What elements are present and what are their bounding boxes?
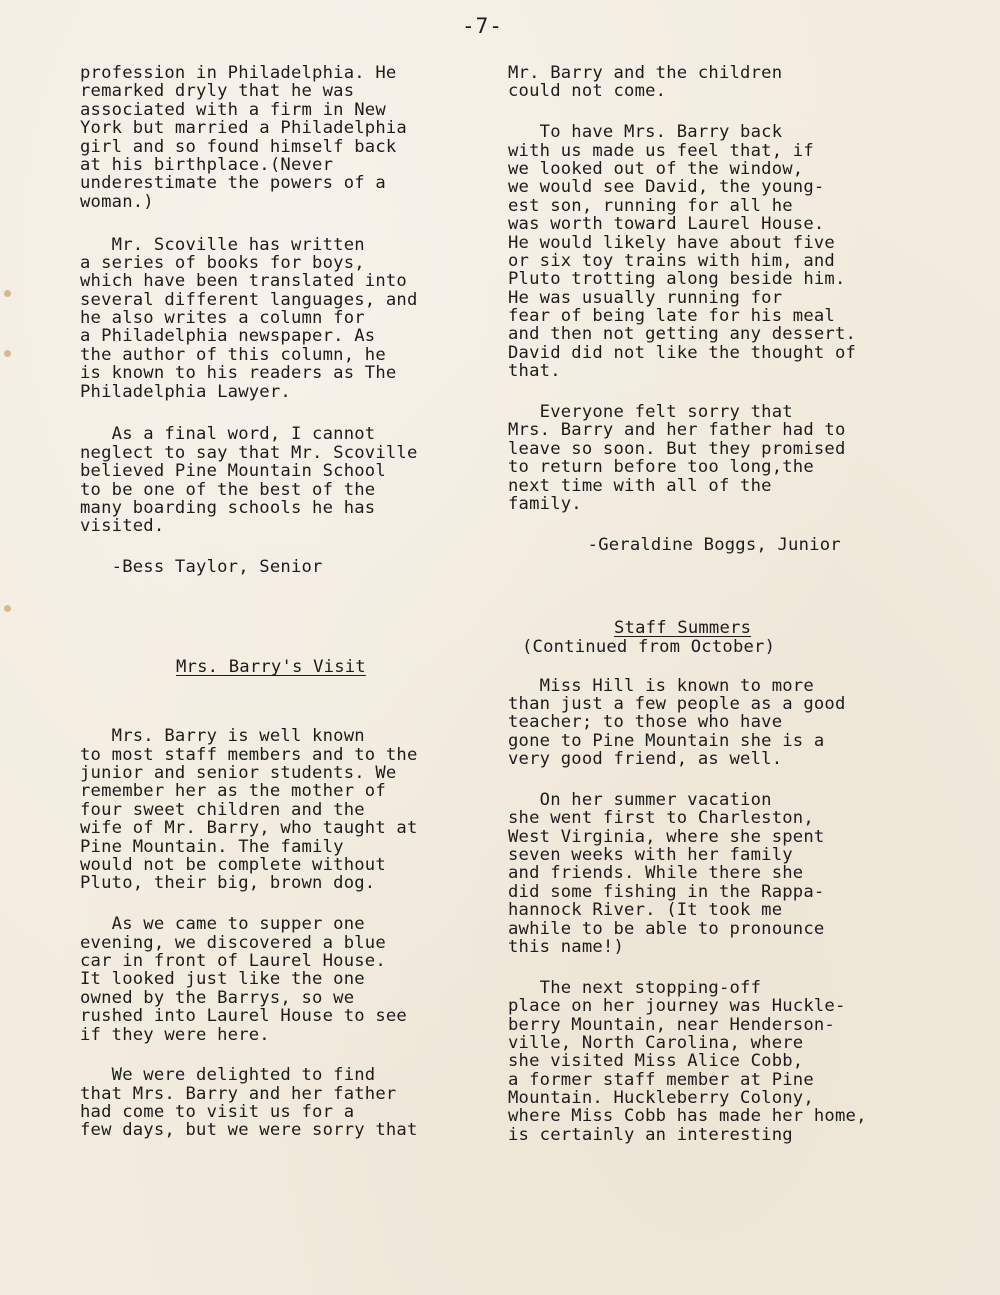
article-scoville-ending [80,64,480,211]
text-line: est son, running for all he [508,195,793,216]
text-line: did some fishing in the Rappa- [508,881,825,902]
text-line: we looked out of the window, [508,158,804,179]
author-signature: -Geraldine Boggs, Junior [556,534,841,555]
left-column [80,64,480,1140]
text-line: if they were here. [80,1024,270,1045]
text-line: to most staff members and to the [80,744,418,765]
text-line: Mrs. Barry is well known [80,726,365,747]
paragraph [80,727,480,893]
article-title-text: Staff Summers [614,618,752,639]
text-line: Mountain. Huckleberry Colony, [508,1088,814,1109]
paragraph [508,64,918,101]
text-line: many boarding schools he has [80,497,376,518]
text-line: David did not like the thought of [508,342,857,363]
text-line: place on her journey was Huckle- [508,996,846,1017]
text-line: remember her as the mother of [80,781,386,802]
text-line: leave so soon. But they promised [508,438,846,459]
text-line: he also writes a column for [80,308,365,329]
paper-mark [4,350,11,357]
paragraph [80,1066,480,1140]
text-line: that Mrs. Barry and her father [80,1083,397,1104]
article-title [508,619,918,637]
text-line: and friends. While there she [508,863,804,884]
text-line: Pluto trotting along beside him. [508,269,846,290]
text-line: few days, but we were sorry that [80,1120,418,1141]
text-line: Mr. Barry and the children [508,63,783,83]
text-line: had come to visit us for a [80,1102,355,1123]
article-title [80,658,480,676]
text-line: she visited Miss Alice Cobb, [508,1051,804,1072]
paragraph [80,425,480,535]
text-line: with us made us feel that, if [508,140,814,161]
author-signature: -Bess Taylor, Senior [80,557,323,578]
text-line: As a final word, I cannot [80,424,376,445]
text-line: owned by the Barrys, so we [80,987,355,1008]
paragraph [508,791,918,957]
text-line: West Virginia, where she spent [508,826,825,847]
paragraph [508,677,918,769]
text-line: ville, North Carolina, where [508,1032,804,1053]
text-line: that. [508,361,561,382]
page-number: -7- [462,14,503,38]
text-line: woman.) [80,191,154,212]
text-line: Everyone felt sorry that [508,402,793,423]
paper-mark [4,605,11,612]
text-line: a Philadelphia newspaper. As [80,326,376,347]
text-line: this name!) [508,936,625,957]
text-line: girl and so found himself back [80,136,397,157]
text-line: to return before too long,the [508,457,814,478]
text-line: teacher; to those who have [508,712,783,733]
text-line: than just a few people as a good [508,693,846,714]
text-line: hannock River. (It took me [508,900,783,921]
text-line: wife of Mr. Barry, who taught at [80,818,418,839]
text-line: Pine Mountain. The family [80,836,344,857]
text-line: believed Pine Mountain School [80,461,386,482]
paper-mark [4,290,11,297]
paragraph [80,915,480,1044]
text-line: Miss Hill is known to more [508,675,814,696]
text-line: very good friend, as well. [508,749,783,770]
paragraph [508,123,918,380]
text-line: several different languages, and [80,289,418,310]
text-line: evening, we discovered a blue [80,932,386,953]
text-line: berry Mountain, near Henderson- [508,1014,835,1035]
text-line: remarked dryly that he was [80,81,355,102]
text-line: He was usually running for [508,287,783,308]
paragraph [80,236,480,402]
text-line: gone to Pine Mountain she is a [508,730,825,751]
paragraph [508,979,918,1145]
text-line: to be one of the best of the [80,479,376,500]
text-line: a series of books for boys, [80,252,365,273]
text-line: neglect to say that Mr. Scoville [80,442,418,463]
text-line: family. [508,493,582,514]
text-line: rushed into Laurel House to see [80,1006,407,1027]
text-line: the author of this column, he [80,344,386,365]
text-line: car in front of Laurel House. [80,950,386,971]
text-line: As we came to supper one [80,914,365,935]
text-line: Mr. Scoville has written [80,234,365,255]
article-title-text: Mrs. Barry's Visit [176,657,366,678]
text-line: We were delighted to find [80,1065,376,1086]
text-line: could not come. [508,81,667,102]
text-line: was worth toward Laurel House. [508,214,825,235]
text-line: she went first to Charleston, [508,808,814,829]
text-line: He would likely have about five [508,232,835,253]
text-line: would not be complete without [80,855,386,876]
text-line: which have been translated into [80,271,407,292]
text-line: a former staff member at Pine [508,1069,814,1090]
text-line: Mrs. Barry and her father had to [508,420,846,441]
text-line: Philadelphia Lawyer. [80,381,291,402]
paragraph [508,403,918,513]
text-line: is known to his readers as The [80,363,397,384]
right-column [508,64,918,1144]
text-line: seven weeks with her family [508,845,793,866]
text-line: On her summer vacation [508,789,772,810]
text-line: The next stopping-off [508,977,762,998]
text-line: junior and senior students. We [80,763,397,784]
text-line: associated with a firm in New [80,99,386,120]
text-line: profession in Philadelphia. He [80,63,397,83]
text-line: at his birthplace.(Never [80,154,334,175]
text-line: visited. [80,516,165,537]
text-line: fear of being late for his meal [508,306,835,327]
text-line: and then not getting any dessert. [508,324,857,345]
text-line: awhile to be able to pronounce [508,918,825,939]
text-line: or six toy trains with him, and [508,250,835,271]
text-line: four sweet children and the [80,799,365,820]
text-line: we would see David, the young- [508,177,825,198]
article-subtitle: (Continued from October) [522,636,776,657]
text-line: Pluto, their big, brown dog. [80,873,376,894]
text-line: It looked just like the one [80,969,365,990]
text-line: next time with all of the [508,475,772,496]
text-line: is certainly an interesting [508,1124,793,1145]
text-line: underestimate the powers of a [80,173,386,194]
text-line: York but married a Philadelphia [80,118,407,139]
text-line: To have Mrs. Barry back [508,122,783,143]
text-line: where Miss Cobb has made her home, [508,1106,867,1127]
